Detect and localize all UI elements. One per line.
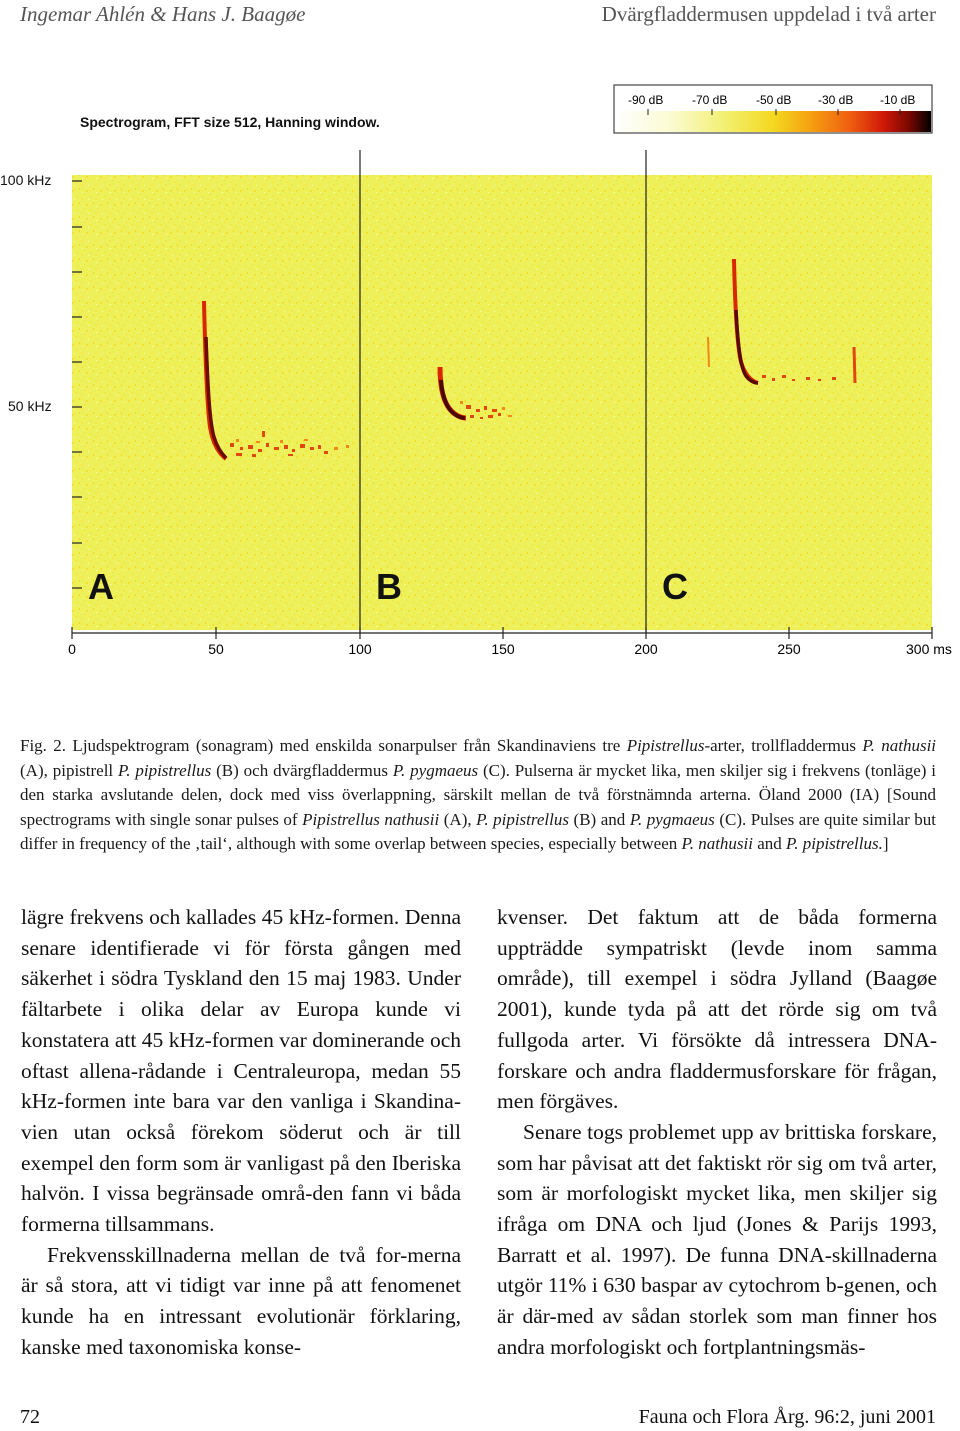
figure-caption: Fig. 2. Ljudspektrogram (sonagram) med enskilda sonarpulser från Skandinaviens tre Pipistrellus-arter, trollfladdermus P. nathusii (A), pipistrell P. pipistrellus (B) och dvärgfladdermus P. pygmaeus (C). Pulserna är mycket lika, men skiljer sig i frekvens (tonläge) i den starka avslutande delen, dock med viss överlappning, särskilt mellan de två förstnämnda arterna. Öland 2000 (IA) [Sound spectrograms with single sonar pulses of Pipistrellus nathusii (A), P. pipistrellus (B) and P. pygmaeus (C). Pulses are quite similar but differ in frequency of the ‚tail‘, although with some overlap between species, especially between P. nathusii and P. pipistrellus.]	[20, 736, 937, 853]
authors: Ingemar Ahlén & Hans J. Baagøe	[20, 2, 306, 26]
body-column-right	[497, 902, 937, 1363]
running-title: Dvärgfladdermusen uppdelad i två arter	[601, 2, 936, 26]
page-number: 72	[20, 1406, 40, 1428]
paragraph: Senare togs problemet upp av brittiska forskare, som har påvisat att det faktiskt rör sig om två arter, som är morfologiskt mycket lika, men skiljer sig ifråga om DNA och ljud (Jones & Parijs 1993, Barratt et al. 1997). De funna DNA-skillnaderna utgör 11% i 630 baspar av cytochrom b-genen, och är där-med av sådan storlek som man finner hos andra morfologiskt och fortplantningsmäs-	[497, 1119, 937, 1359]
db-scale-label: -70 dB	[692, 93, 728, 107]
y-label-50khz: 50 kHz	[8, 398, 52, 414]
panel-label-c: C	[662, 566, 688, 607]
panel-label-b: B	[376, 566, 402, 607]
db-scale-legend	[614, 85, 932, 133]
panel-label-a: A	[88, 566, 114, 607]
paragraph: lägre frekvens och kallades 45 kHz-formen. Denna senare identifierade vi för första gången med säkerhet i södra Tyskland den 15 maj 1983. Under fältarbete i olika delar av Europa kunde vi konstatera att 45 kHz-formen var dominerande och oftast allena-rådande i Centraleuropa, medan 55 kHz-formen inte bara var den vanliga i Skandina-vien utan också förekom söderut och är till exempel den form som är vanligast på den Iberiska halvön. I vissa begränsade områ-den fann vi båda formerna tillsammans.	[21, 905, 461, 1237]
y-label-100khz: 100 kHz	[0, 172, 52, 188]
page-header	[0, 0, 960, 30]
db-scale-label: -50 dB	[756, 93, 792, 107]
paragraph: kvenser. Det faktum att de båda formerna uppträdde sympatriskt (levde inom samma område), till exempel i södra Jylland (Baagøe 2001), kunde tyda på att det rörde sig om två fullgoda arter. Vi försökte då intressera DNA-forskare och andra fladdermusforskare för frågan, men förgäves.	[497, 905, 937, 1114]
x-tick-label: 100	[348, 641, 372, 657]
body-column-left	[21, 902, 461, 1363]
x-tick-label: 150	[491, 641, 515, 657]
spectrogram-figure	[0, 75, 960, 675]
journal-footer: Fauna och Flora Årg. 96:2, juni 2001	[638, 1406, 936, 1428]
x-tick-label: 50	[208, 641, 224, 657]
db-scale-label: -90 dB	[628, 93, 664, 107]
db-scale-label: -30 dB	[818, 93, 854, 107]
spectrogram-title: Spectrogram, FFT size 512, Hanning window.	[80, 114, 380, 130]
paragraph: Frekvensskillnaderna mellan de två for-merna är så stora, att vi tidigt var inne på att fenomenet kunde ha en intressant evolutionär förklaring, kanske med taxonomiska konse-	[21, 1242, 461, 1359]
x-tick-label: 200	[634, 641, 658, 657]
spectrogram-svg	[0, 75, 960, 675]
x-tick-label: 250	[777, 641, 801, 657]
spectrogram-field	[72, 175, 932, 630]
x-tick-label: 300 ms	[906, 641, 952, 657]
x-tick-label: 0	[68, 641, 76, 657]
db-scale-label: -10 dB	[880, 93, 916, 107]
